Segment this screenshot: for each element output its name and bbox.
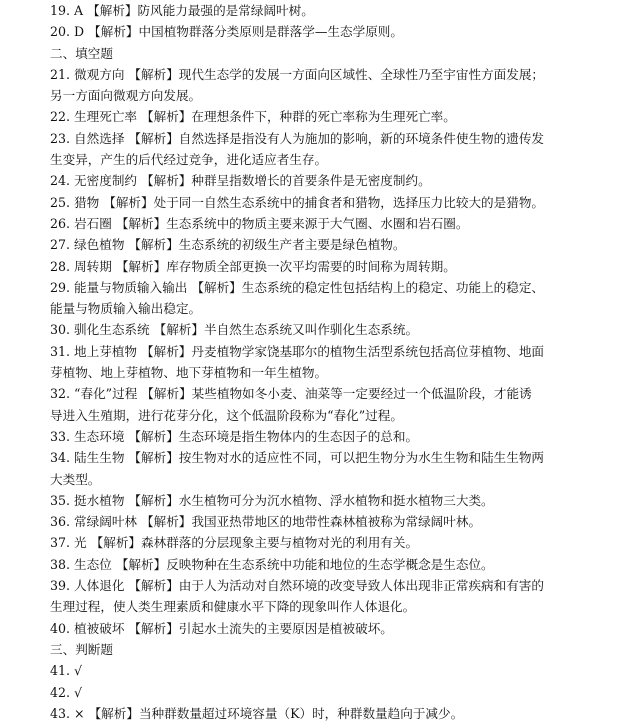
answer-line-19: 19. A 【解析】防风能力最强的是常绿阔叶树。 — [50, 3, 314, 18]
answer-line-39: 39. 人体退化 【解析】由于人为活动对自然环境的改变导致人体出现非正常疾病和有害的 — [50, 578, 545, 594]
answer-line-21-cont: 另一方面向微观方向发展。 — [50, 88, 202, 104]
answer-line-31: 31. 地上芽植物 【解析】丹麦植物学家饶基耶尔的植物生活型系统包括高位芽植物、地面 — [50, 343, 545, 359]
answer-line-42: 42. √ — [50, 684, 83, 700]
answer-line-34: 34. 陆生生物 【解析】按生物对水的适应性不同，可以把生物分为水生生物和陆生生物两 — [50, 450, 545, 466]
answer-line-21: 21. 微观方向 【解析】现代生态学的发展一方面向区域性、全球性乃至宇宙性方面发展； — [50, 66, 545, 82]
answer-line-41: 41. √ — [50, 663, 83, 679]
answer-line-20: 20. D 【解析】中国植物群落分类原则是群落学—生态学原则。 — [50, 24, 403, 40]
answer-line-37: 37. 光 【解析】森林群落的分层现象主要与植物对光的利用有关。 — [50, 535, 419, 551]
answer-line-25: 25. 猎物 【解析】处于同一自然生态系统中的捕食者和猎物，选择压力比较大的是猎物。 — [50, 194, 545, 210]
answer-line-23: 23. 自然选择 【解析】自然选择是指没有人为施加的影响，新的环境条件使生物的遗传发 — [50, 130, 545, 146]
section-heading-fill-in: 二、填空题 — [50, 45, 113, 61]
answer-line-22: 22. 生理死亡率 【解析】在理想条件下，种群的死亡率称为生理死亡率。 — [50, 109, 456, 125]
answer-line-32: 32. “春化”过程 【解析】某些植物如冬小麦、油菜等一定要经过一个低温阶段，才能诱 — [50, 386, 532, 402]
answer-line-36: 36. 常绿阔叶林 【解析】我国亚热带地区的地带性森林植被称为常绿阔叶林。 — [50, 514, 482, 530]
answer-line-43: 43. × 【解析】当种群数量超过环境容量（K）时，种群数量趋向于减少。 — [50, 705, 464, 721]
answer-line-35: 35. 挺水植物 【解析】水生植物可分为沉水植物、浮水植物和挺水植物三大类。 — [50, 492, 494, 508]
answer-line-34-cont: 大类型。 — [50, 471, 101, 487]
section-heading-true-false: 三、判断题 — [50, 641, 113, 657]
answer-line-29-cont: 能量与物质输入输出稳定。 — [50, 301, 202, 317]
answer-line-31-cont: 芽植物、地上芽植物、地下芽植物和一年生植物。 — [50, 365, 328, 381]
answer-line-32-cont: 导进入生殖期，进行花芽分化，这个低温阶段称为“春化”过程。 — [50, 407, 403, 423]
answer-line-23-cont: 生变异，产生的后代经过竞争，进化适应者生存。 — [50, 152, 328, 168]
answer-line-40: 40. 植被破坏 【解析】引起水土流失的主要原因是植被破坏。 — [50, 620, 393, 636]
answer-line-33: 33. 生态环境 【解析】生态环境是指生物体内的生态因子的总和。 — [50, 428, 419, 444]
answer-line-39-cont: 生理过程，使人类生理素质和健康水平下降的现象叫作人体退化。 — [50, 599, 416, 615]
answer-line-29: 29. 能量与物质输入输出 【解析】生态系统的稳定性包括结构上的稳定、功能上的稳定、 — [50, 279, 545, 295]
answer-line-30: 30. 驯化生态系统 【解析】半自然生态系统又叫作驯化生态系统。 — [50, 322, 419, 338]
answer-line-28: 28. 周转期 【解析】库存物质全部更换一次平均需要的时间称为周转期。 — [50, 258, 456, 274]
answer-line-27: 27. 绿色植物 【解析】生态系统的初级生产者主要是绿色植物。 — [50, 237, 406, 253]
answer-line-24: 24. 无密度制约 【解析】种群呈指数增长的首要条件是无密度制约。 — [50, 173, 431, 189]
answer-line-38: 38. 生态位 【解析】反映物种在生态系统中功能和地位的生态学概念是生态位。 — [50, 556, 494, 572]
answer-line-26: 26. 岩石圈 【解析】生态系统中的物质主要来源于大气圈、水圈和岩石圈。 — [50, 215, 469, 231]
